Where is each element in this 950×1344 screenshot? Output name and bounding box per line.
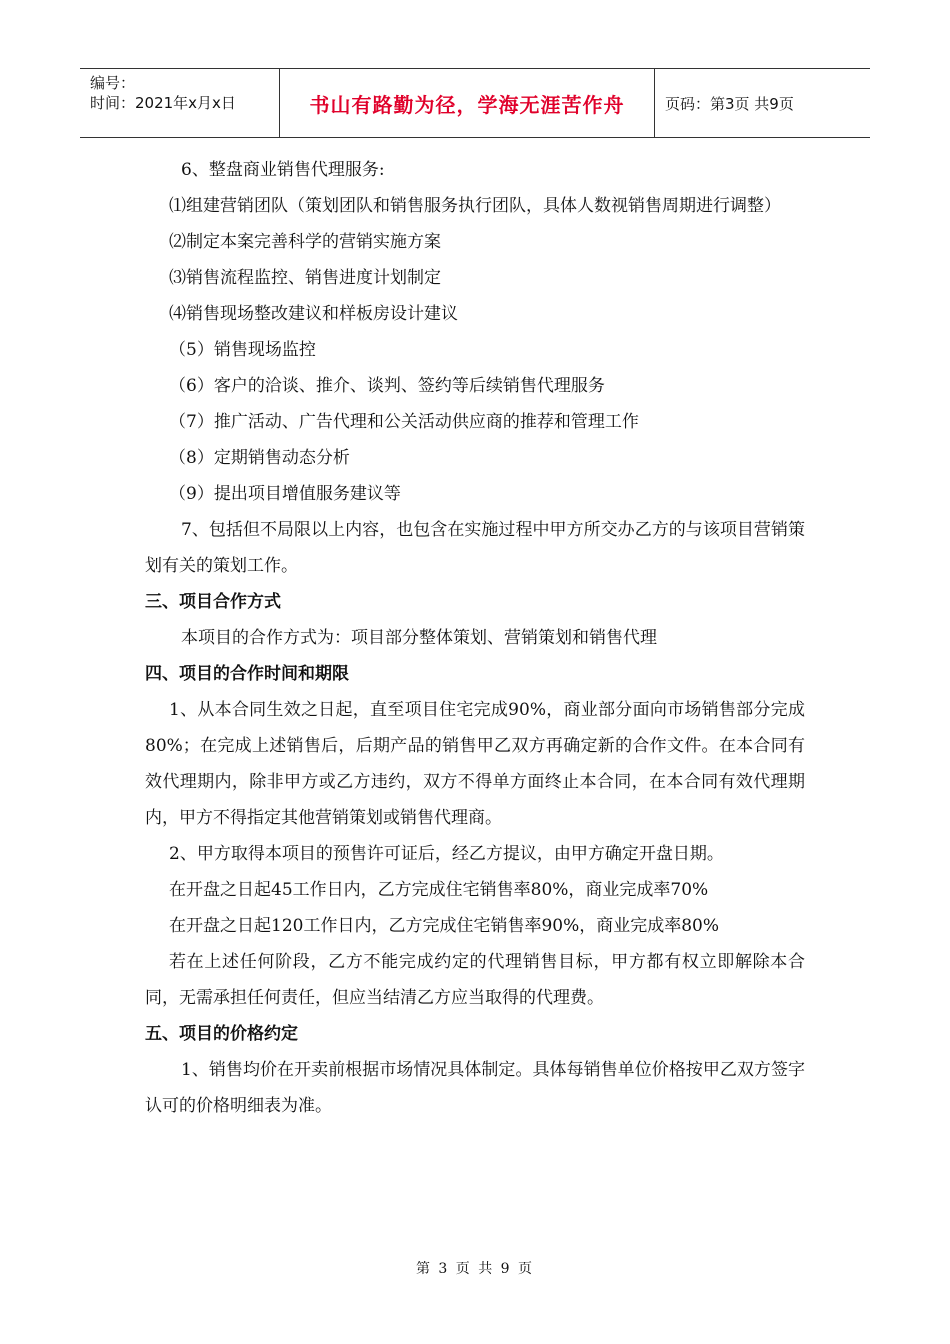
body-paragraph: （5）销售现场监控 [169,340,316,360]
body-paragraph: 1、从本合同生效之日起，直至项目住宅完成90%，商业部分面向市场销售部分完成80%；在完成上述销售后，后期产品的销售甲乙双方再确定新的合作文件。在本合同有效代理期内，除非甲方或乙方违约，双方不得单方面终止本合同，在本合同有效代理期内，甲方不得指定其他营销策划或销售代理商。 [145,700,805,828]
body-paragraph: （8）定期销售动态分析 [169,448,350,468]
body-paragraph: 6、整盘商业销售代理服务: [181,160,385,180]
body-paragraph: （6）客户的洽谈、推介、谈判、签约等后续销售代理服务 [169,376,605,396]
body-paragraph: ⑵制定本案完善科学的营销实施方案 [169,232,441,252]
body-paragraph: 在开盘之日起45工作日内，乙方完成住宅销售率80%，商业完成率70% [169,880,709,900]
body-paragraph: ⑷销售现场整改建议和样板房设计建议 [169,304,458,324]
body-paragraph: 2、甲方取得本项目的预售许可证后，经乙方提议，由甲方确定开盘日期。 [169,844,724,864]
header-page-info: 页码：第3页 共9页 [665,94,794,113]
document-body [145,152,805,1124]
body-paragraph: 1、销售均价在开卖前根据市场情况具体制定。具体每销售单位价格按甲乙双方签字认可的价格明细表为准。 [145,1060,805,1116]
header-meta [80,69,280,137]
body-paragraph: （9）提出项目增值服务建议等 [169,484,401,504]
body-paragraph: （7）推广活动、广告代理和公关活动供应商的推荐和管理工作 [169,412,639,432]
body-paragraph: 7、包括但不局限以上内容，也包含在实施过程中甲方所交办乙方的与该项目营销策划有关的策划工作。 [145,520,805,576]
body-paragraph: ⑶销售流程监控、销售进度计划制定 [169,268,441,288]
section-heading: 三、项目合作方式 [145,592,281,612]
header-motto: 书山有路勤为径，学海无涯苦作舟 [280,69,655,137]
section-heading: 五、项目的价格约定 [145,1024,298,1044]
document-number-label: 编号： [90,74,136,92]
section-heading: 四、项目的合作时间和期限 [145,664,349,684]
body-paragraph: ⑴组建营销团队（策划团队和销售服务执行团队，具体人数视销售周期进行调整） [169,196,781,216]
body-paragraph: 在开盘之日起120工作日内，乙方完成住宅销售率90%，商业完成率80% [169,916,720,936]
body-paragraph: 本项目的合作方式为：项目部分整体策划、营销策划和销售代理 [181,628,657,648]
page-footer: 第 3 页 共 9 页 [415,1261,535,1277]
document-time: 时间：2021年x月x日 [90,94,236,112]
page-header [80,68,870,138]
body-paragraph: 若在上述任何阶段，乙方不能完成约定的代理销售目标，甲方都有权立即解除本合同，无需承担任何责任，但应当结清乙方应当取得的代理费。 [145,952,805,1008]
